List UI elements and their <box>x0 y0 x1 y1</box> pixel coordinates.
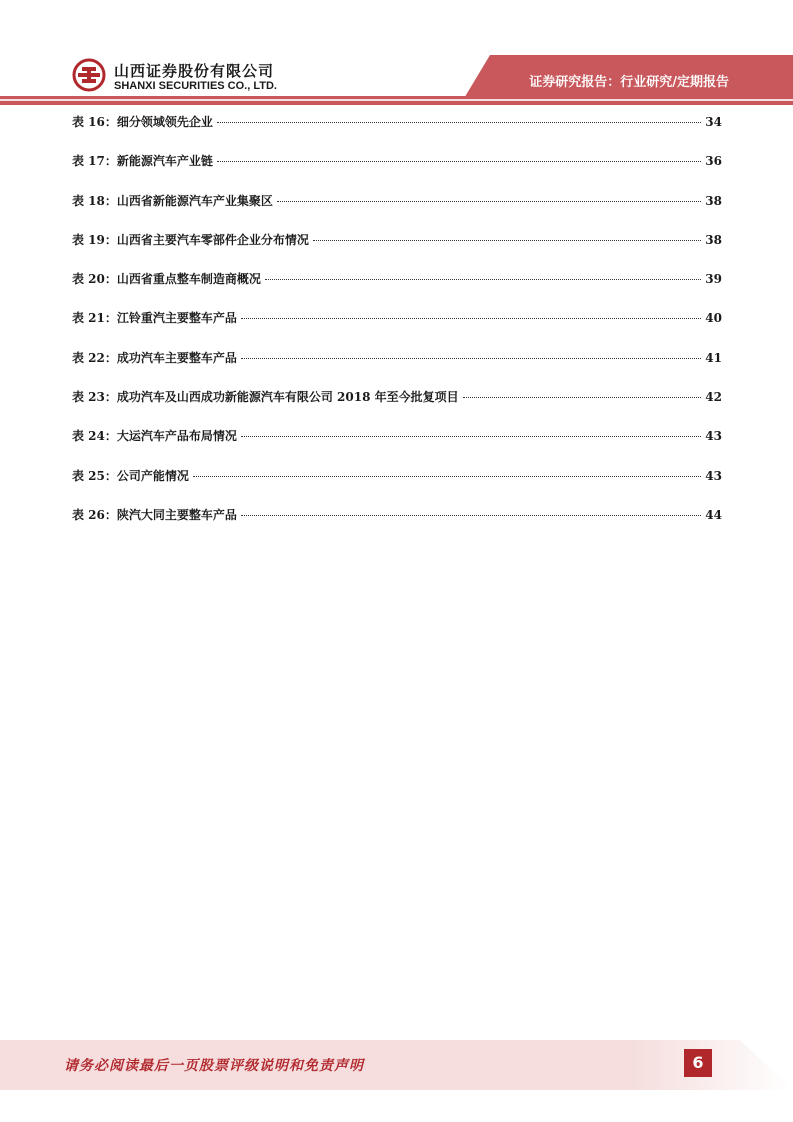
toc-entry[interactable] <box>72 270 722 309</box>
toc-entry-label: 表 24：大运汽车产品布局情况 <box>72 429 237 444</box>
toc-entry[interactable] <box>72 427 722 466</box>
page-header <box>0 0 793 110</box>
toc-entry-label: 表 20：山西省重点整车制造商概况 <box>72 272 261 287</box>
toc-entry[interactable] <box>72 113 722 152</box>
dot-leader <box>313 240 701 241</box>
toc-entry-page: 43 <box>705 468 722 483</box>
toc-entry-label: 表 19：山西省主要汽车零部件企业分布情况 <box>72 232 309 247</box>
toc-entry-label: 表 23：成功汽车及山西成功新能源汽车有限公司 2018 年至今批复项目 <box>72 390 459 405</box>
toc-entry[interactable] <box>72 192 722 231</box>
dot-leader <box>217 161 701 162</box>
toc-entry-page: 44 <box>705 507 722 522</box>
toc-entry-page: 38 <box>705 232 722 247</box>
toc-entry-page: 36 <box>705 154 722 169</box>
header-band <box>0 0 793 110</box>
table-of-contents <box>72 113 722 545</box>
toc-entry-page: 41 <box>705 350 722 365</box>
toc-entry-label: 表 22：成功汽车主要整车产品 <box>72 350 237 365</box>
dot-leader <box>241 436 701 437</box>
dot-leader <box>265 279 701 280</box>
toc-entry-page: 34 <box>705 115 722 129</box>
disclaimer-text: 请务必阅读最后一页股票评级说明和免责声明 <box>64 1058 364 1074</box>
toc-entry-label: 表 18：山西省新能源汽车产业集聚区 <box>72 193 273 208</box>
dot-leader <box>241 515 701 516</box>
toc-entry-label: 表 16：细分领域领先企业 <box>72 115 213 129</box>
toc-entry[interactable] <box>72 506 722 545</box>
page-number: 6 <box>684 1049 712 1077</box>
report-type-label: 证券研究报告：行业研究/定期报告 <box>529 75 729 90</box>
toc-entry-page: 38 <box>705 193 722 208</box>
toc-entry-page: 42 <box>705 390 722 405</box>
toc-entry[interactable] <box>72 231 722 270</box>
toc-entry[interactable] <box>72 349 722 388</box>
company-name-en: SHANXI SECURITIES CO., LTD. <box>114 80 277 92</box>
dot-leader <box>463 397 702 398</box>
toc-entry-label: 表 25：公司产能情况 <box>72 468 189 483</box>
toc-entry-page: 43 <box>705 429 722 444</box>
company-logo-icon <box>72 58 106 92</box>
toc-entry-page: 40 <box>705 311 722 326</box>
toc-entry[interactable] <box>72 388 722 427</box>
toc-entry-page: 39 <box>705 272 722 287</box>
toc-entry[interactable] <box>72 309 722 348</box>
toc-entry-label: 表 26：陕汽大同主要整车产品 <box>72 507 237 522</box>
toc-entry[interactable] <box>72 152 722 191</box>
toc-entry-label: 表 17：新能源汽车产业链 <box>72 154 213 169</box>
dot-leader <box>241 358 701 359</box>
dot-leader <box>277 201 701 202</box>
dot-leader <box>241 318 701 319</box>
company-name-cn: 山西证券股份有限公司 <box>114 62 275 80</box>
toc-entry-label: 表 21：江铃重汽主要整车产品 <box>72 311 237 326</box>
dot-leader <box>193 476 701 477</box>
toc-entry[interactable] <box>72 467 722 506</box>
dot-leader <box>217 122 701 123</box>
